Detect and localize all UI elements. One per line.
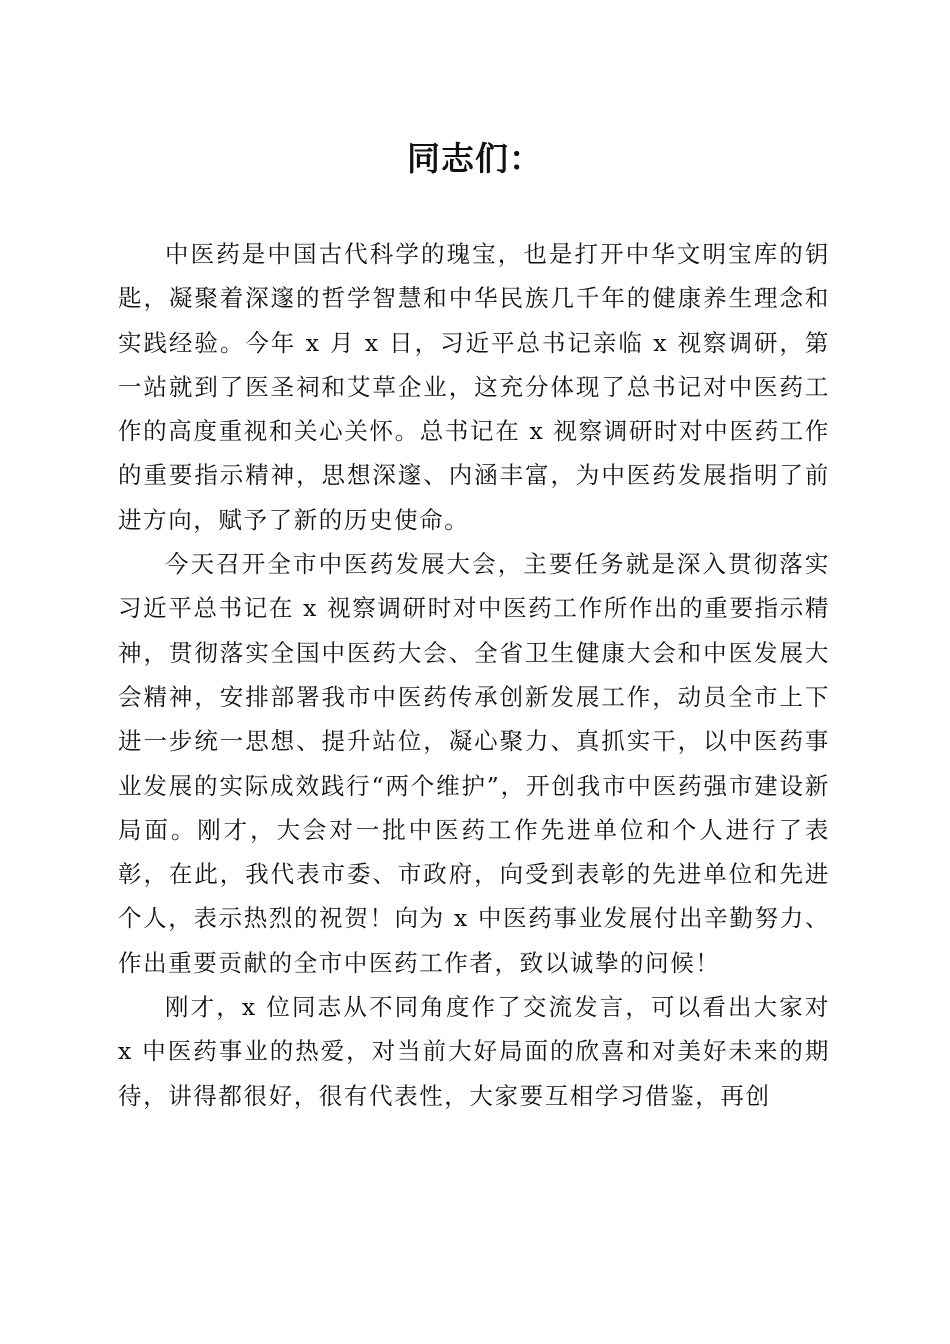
paragraph-1: 中医药是中国古代科学的瑰宝，也是打开中华文明宝库的钥匙，凝聚着深邃的哲学智慧和中华民族几千年的健康养生理念和实践经验。今年 x 月 x 日，习近平总书记亲临 x 视察调研，第一站就到了医圣祠和艾草企业，这充分体现了总书记对中医药工作的高度重视和关心关怀。总书记在 x 视察调研时对中医药工作的重要指示精神，思想深邃、内涵丰富，为中医药发展指明了前进方向，赋予了新的历史使命。 <box>118 240 830 534</box>
paragraph-3: 刚才，x 位同志从不同角度作了交流发言，可以看出大家对 x 中医药事业的热爱，对当前大好局面的欣喜和对美好未来的期待，讲得都很好，很有代表性，大家要互相学习借鉴，再创 <box>118 993 830 1110</box>
document-body <box>118 232 830 1118</box>
salutation-title: 同志们： <box>407 139 543 178</box>
paragraph-2: 今天召开全市中医药发展大会，主要任务就是深入贯彻落实习近平总书记在 x 视察调研时对中医药工作所作出的重要指示精神，贯彻落实全国中医药大会、全省卫生健康大会和中医发展大会精神，安排部署我市中医药传承创新发展工作，动员全市上下进一步统一思想、提升站位，凝心聚力、真抓实干，以中医药事业发展的实际成效践行“两个维护”，开创我市中医药强市建设新局面。刚才，大会对一批中医药工作先进单位和个人进行了表彰，在此，我代表市委、市政府，向受到表彰的先进单位和先进个人，表示热烈的祝贺！向为 x 中医药事业发展付出辛勤努力、作出重要贡献的全市中医药工作者，致以诚挚的问候！ <box>118 550 830 977</box>
